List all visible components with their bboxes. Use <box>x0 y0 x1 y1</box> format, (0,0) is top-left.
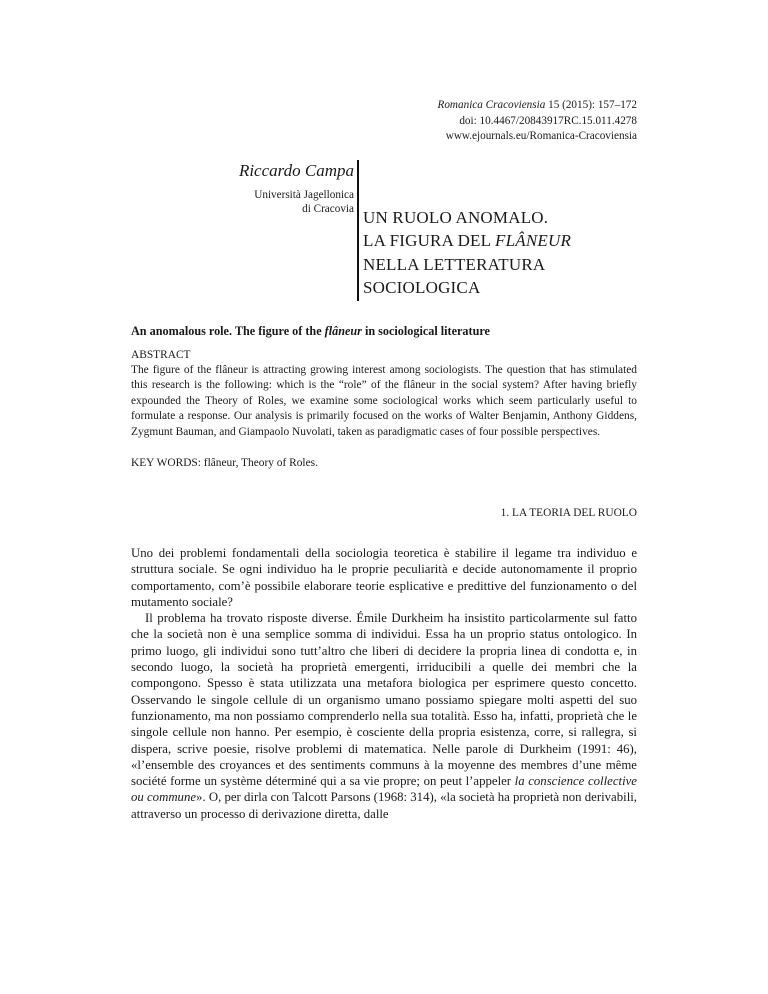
title-line-2-italic: FLÂNEUR <box>495 231 572 251</box>
journal-citation <box>438 98 638 145</box>
title-line-4: SOCIOLOGICA <box>363 278 481 298</box>
author-name: Riccardo Campa <box>238 161 354 180</box>
abstract-text: The figure of the flâneur is attracting growing interest among sociologists. The question that has stimulated this research is the following: which is the “role” of the flâneur in the social system? After having briefly expounded the Theory of Roles, we examine some sociological works which seem particularly useful to formulate a response. Our analysis is primarily focused on the works of Walter Benjamin, Anthony Giddens, Zygmunt Bauman, and Giampaolo Nuvolati, taken as paradigmatic cases of four possible perspectives. <box>131 364 637 438</box>
affiliation-line-2: di Cracovia <box>302 203 354 215</box>
body-paragraph-2 <box>131 610 637 822</box>
body-paragraph-2-italic: la conscience collective ou commune <box>131 774 637 805</box>
journal-url: www.ejournals.eu/Romanica-Cracoviensia <box>445 130 637 143</box>
body-paragraph-2-part-2: ». O, per dirla con Talcott Parsons (1968: 314), «la società ha proprietà non derivabili, attraverso un processo di derivazione diretta, dalle <box>131 790 638 821</box>
english-title-prefix: An anomalous role. The figure of the <box>131 324 325 338</box>
journal-name: Romanica Cracoviensia <box>437 99 546 111</box>
title-line-1: UN RUOLO ANOMALO. <box>363 208 549 227</box>
keywords: KEY WORDS: flâneur, Theory of Roles. <box>131 457 318 469</box>
vertical-divider <box>357 160 359 301</box>
journal-doi: doi: 10.4467/20843917RC.15.011.4278 <box>459 114 637 127</box>
body-paragraph-1: Uno dei problemi fondamentali della sociologia teoretica è stabilire il legame tra individuo e struttura sociale. Se ogni individuo ha le proprie peculiarità e decide autonomamente il proprio comportamento, com’è possibile elaborare teorie esplicative e predittive del funzionamento o del mutamento sociale? <box>131 546 637 609</box>
english-title <box>131 324 490 339</box>
section-heading: 1. LA TEORIA DEL RUOLO <box>500 507 637 519</box>
title-line-2-prefix: LA FIGURA DEL <box>363 231 496 251</box>
body-paragraph-2-part-1: Il problema ha trovato risposte diverse. Émile Durkheim ha insistito particolarmente sul fatto che la società non è una semplice somma di individui. Essa ha un proprio status ontologico. In primo luogo, gli individui sono tutt’altro che liberi di decidere la propria linea di condotta e, in secondo luogo, la società ha proprietà emergenti, irriducibili a quelle dei membri che la compongono. Spesso è stata utilizzata una metafora biologica per esprimere questo concetto. Osservando le singole cellule di un organismo umano possiamo spiegare molti aspetti del suo funzionamento, ma non possiamo comprenderlo nella sua totalità. Esso ha, infatti, proprietà che le singole cellule non hanno. Per esempio, è cosciente della propria esistenza, corre, si rallegra, si dispera, scrive poesie, risolve problemi di matematica. Nelle parole di Durkheim (1991: 46), «l’ensemble des croyances et des sentiments communs à la moyenne des membres d’une même société forme un système déterminé qui a sa vie propre; on peut l’appeler <box>131 611 637 789</box>
title-line-3: NELLA LETTERATURA <box>363 254 546 274</box>
body-text <box>131 545 637 822</box>
abstract-label: ABSTRACT <box>131 349 191 361</box>
journal-issue: 15 (2015): 157–172 <box>545 99 637 111</box>
author-affiliation <box>200 188 354 216</box>
english-title-italic: flâneur <box>324 324 362 338</box>
journal-citation-line <box>438 98 638 114</box>
affiliation-line-1: Università Jagellonica <box>254 189 354 201</box>
author-block <box>200 160 354 216</box>
article-title <box>363 206 571 300</box>
english-title-suffix: in sociological literature <box>361 324 490 338</box>
title-line-2 <box>363 229 571 252</box>
